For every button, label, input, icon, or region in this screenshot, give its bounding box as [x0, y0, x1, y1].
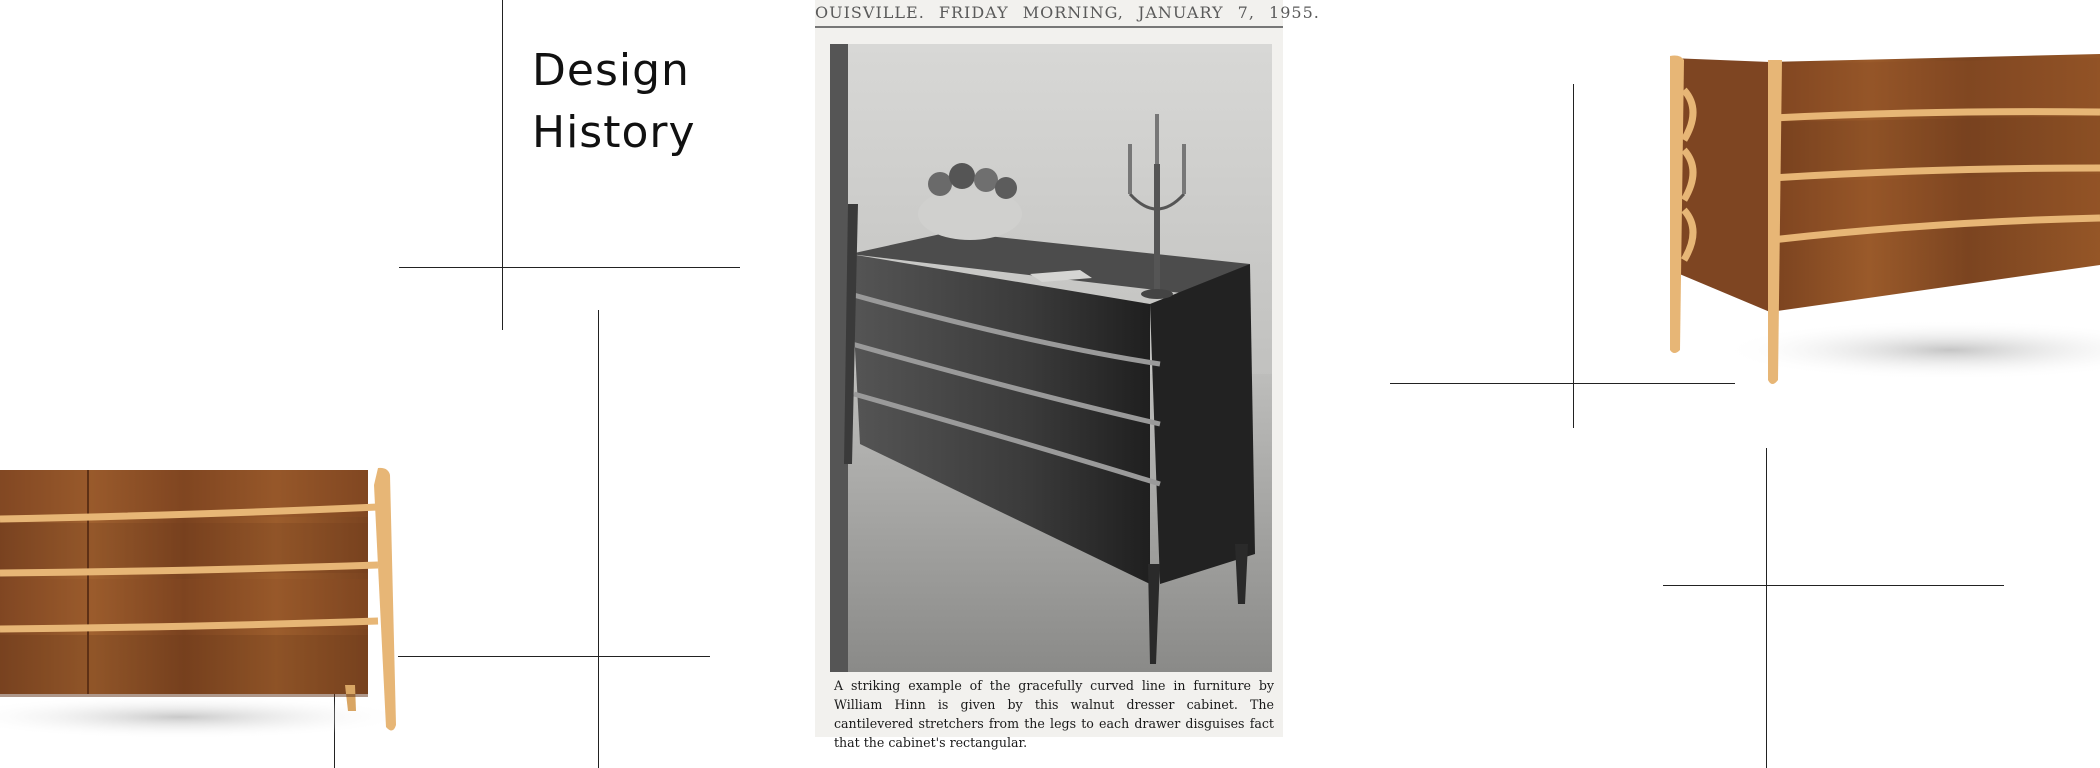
clipping-photo [830, 44, 1272, 672]
guide-line-h4 [1663, 585, 2004, 586]
guide-line-h1 [399, 267, 740, 268]
dresser-photo-right [1650, 50, 2100, 400]
guide-line-v1 [502, 0, 503, 330]
newspaper-clipping [815, 0, 1320, 750]
guide-line-v5 [1766, 448, 1767, 768]
clipping-header: OUISVILLE. FRIDAY MORNING, JANUARY 7, 1955. [815, 3, 1320, 22]
clipping-caption: A striking example of the gracefully curved line in furniture by William Hinn is given by this walnut dresser cabinet. The cantilevered stretchers from the legs to each drawer disguises fact that the cabinet's rectangular. [834, 678, 1274, 750]
dresser-photo-left [0, 455, 410, 745]
clipping-divider [815, 26, 1283, 28]
title-line-2: History [532, 107, 696, 158]
page-title [532, 40, 696, 164]
title-line-1: Design [532, 45, 690, 96]
guide-line-h2 [398, 656, 710, 657]
guide-line-v4 [1573, 84, 1574, 428]
guide-line-v2 [598, 310, 599, 768]
